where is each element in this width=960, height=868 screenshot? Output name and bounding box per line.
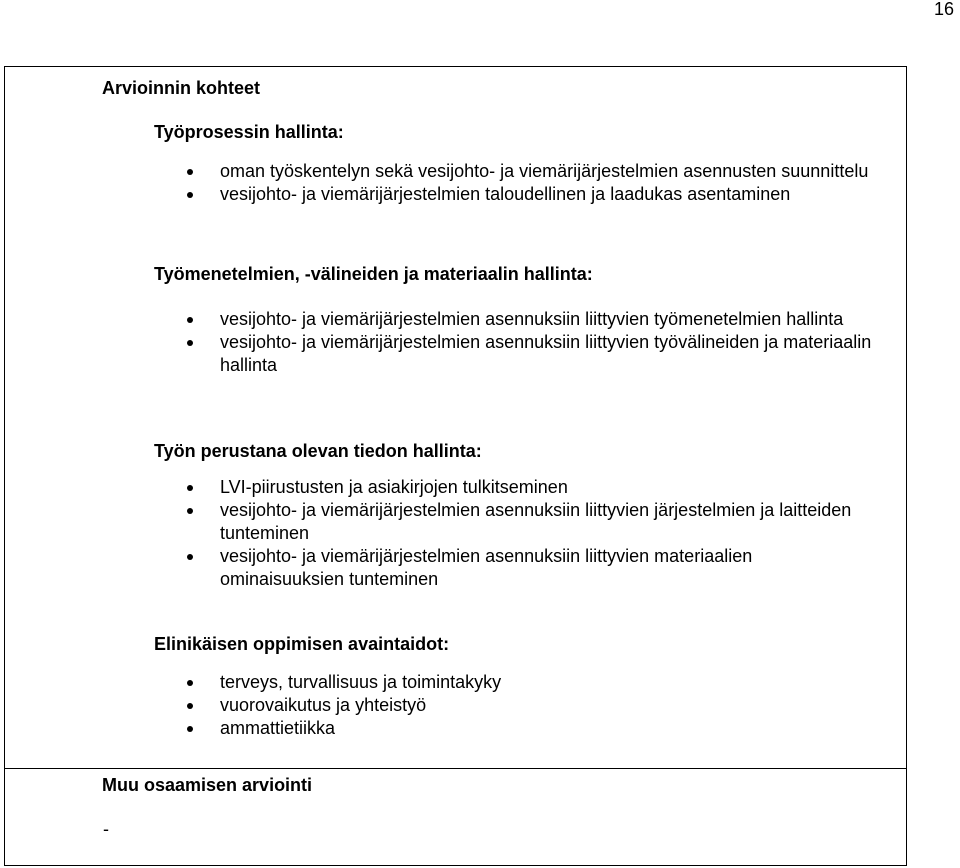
list-item-text: vuorovaikutus ja yhteistyö — [220, 695, 427, 715]
list-item — [154, 183, 874, 206]
list-item-text: vesijohto- ja viemärijärjestelmien asennuksiin liittyvien työmenetelmien hallinta — [220, 309, 844, 329]
list-item — [154, 499, 874, 545]
bullet-icon — [187, 680, 193, 686]
other-assessment-content: - — [103, 819, 109, 839]
page-number: 16 — [933, 0, 954, 19]
list-item — [154, 671, 874, 694]
bullet-icon — [187, 726, 193, 732]
bullet-list — [154, 308, 874, 377]
list-item — [154, 331, 874, 377]
bullet-icon — [187, 317, 193, 323]
list-item — [154, 717, 874, 740]
list-item-text: vesijohto- ja viemärijärjestelmien asennuksiin liittyvien työvälineiden ja materiaalin hallinta — [220, 332, 872, 375]
section-title: Elinikäisen oppimisen avaintaidot: — [154, 634, 450, 654]
page-title: Arvioinnin kohteet — [102, 78, 261, 98]
section-title: Työn perustana olevan tiedon hallinta: — [154, 441, 482, 461]
bullet-list — [154, 160, 874, 206]
section-title: Työmenetelmien, -välineiden ja materiaalin hallinta: — [154, 264, 593, 284]
list-item — [154, 308, 874, 331]
list-item-text: ammattietiikka — [220, 718, 336, 738]
list-item — [154, 160, 874, 183]
section-work-process — [154, 120, 874, 206]
bullet-icon — [187, 340, 193, 346]
bullet-icon — [187, 554, 193, 560]
bullet-icon — [187, 169, 193, 175]
other-assessment-title: Muu osaamisen arviointi — [102, 775, 313, 795]
section-key-skills — [154, 632, 874, 740]
bullet-list — [154, 476, 874, 591]
list-item — [154, 545, 874, 591]
section-methods-tools — [154, 262, 874, 377]
list-item-text: oman työskentelyn sekä vesijohto- ja viemärijärjestelmien asennusten suunnittelu — [220, 161, 869, 181]
section-divider — [4, 768, 907, 769]
section-knowledge — [154, 439, 874, 591]
list-item-text: vesijohto- ja viemärijärjestelmien taloudellinen ja laadukas asentaminen — [220, 184, 791, 204]
list-item-text: vesijohto- ja viemärijärjestelmien asennuksiin liittyvien materiaalien ominaisuuksien tunteminen — [220, 546, 753, 589]
bullet-icon — [187, 192, 193, 198]
bullet-icon — [187, 485, 193, 491]
list-item-text: LVI-piirustusten ja asiakirjojen tulkitseminen — [220, 477, 568, 497]
bullet-icon — [187, 508, 193, 514]
bullet-icon — [187, 703, 193, 709]
list-item-text: vesijohto- ja viemärijärjestelmien asennuksiin liittyvien järjestelmien ja laitteiden tunteminen — [220, 500, 852, 543]
list-item-text: terveys, turvallisuus ja toimintakyky — [220, 672, 502, 692]
list-item — [154, 476, 874, 499]
bullet-list — [154, 671, 874, 740]
section-title: Työprosessin hallinta: — [154, 122, 344, 142]
list-item — [154, 694, 874, 717]
